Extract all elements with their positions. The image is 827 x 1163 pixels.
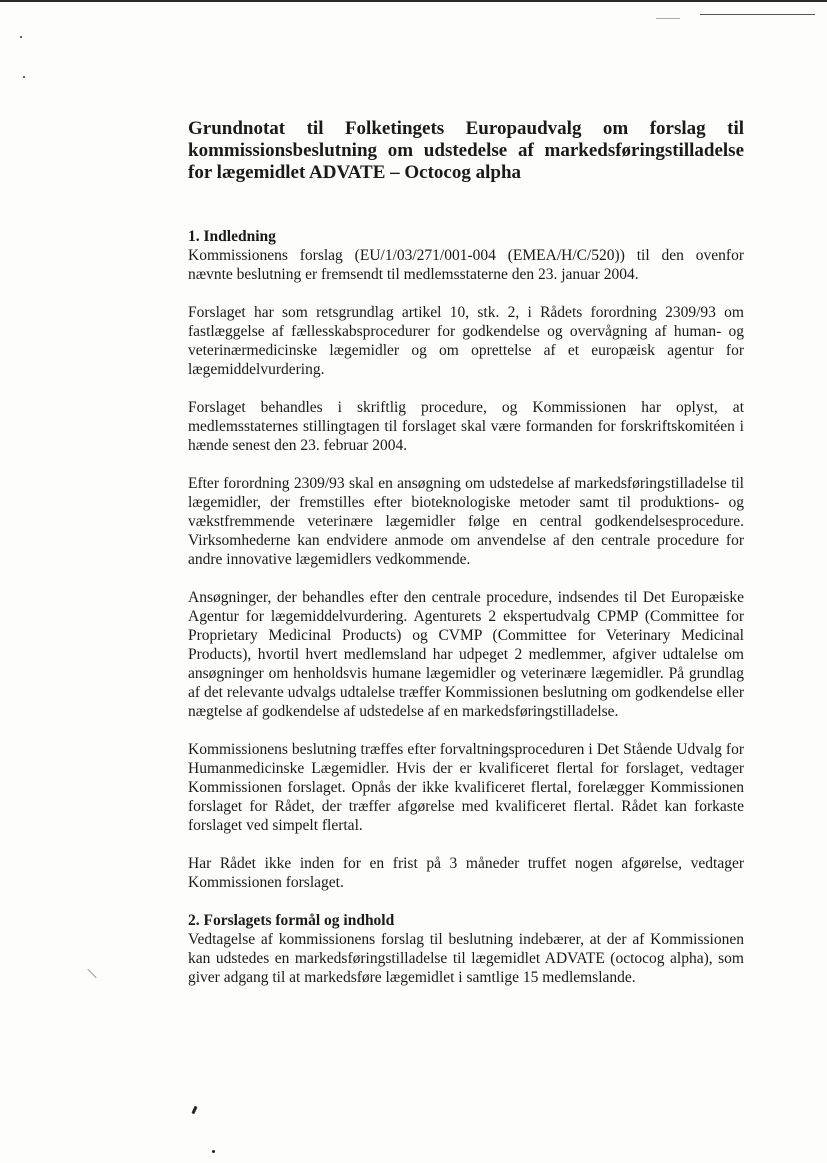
- scan-artifact-line: [700, 14, 815, 15]
- scan-artifact-mark: [87, 969, 96, 978]
- paragraph: Kommissionens forslag (EU/1/03/271/001-004 (EMEA/H/C/520)) til den ovenfor nævnte beslutning er fremsendt til medlemsstaterne den 23. januar 2004.: [188, 247, 744, 283]
- section-heading: 2. Forslagets formål og indhold: [188, 912, 395, 929]
- paragraph: Forslaget har som retsgrundlag artikel 10, stk. 2, i Rådets forordning 2309/93 om fastlæggelse af fællesskabsprocedurer for godkendelse og overvågning af human- og veterinærmedicinske lægemidler og om oprettelse af et europæisk agentur for lægemiddelvurdering.: [188, 304, 744, 378]
- scan-speck: [23, 76, 25, 78]
- paragraph: Ansøgninger, der behandles efter den centrale procedure, indsendes til Det Europæiske Agentur for lægemiddelvurdering. Agenturets 2 ekspertudvalg CPMP (Committee for Proprietary Medicinal Products) og CVMP (Committee for Veterinary Medicinal Products), hvortil hvert medlemsland har udpeget 2 medlemmer, afgiver udtalelse om ansøgninger om henholdsvis humane lægemidler og veterinære lægemidler. På grundlag af det relevante udvalgs udtalelse træffer Kommissionen beslutning om godkendelse eller nægtelse af godkendelse af udstedelse af en markedsføringstilladelse.: [188, 589, 744, 720]
- paragraph: Kommissionens beslutning træffes efter forvaltningsproceduren i Det Stående Udvalg for Humanmedicinske Lægemidler. Hvis der er kvalificeret flertal for forslaget, vedtager Kommissionen forslaget. Opnås der ikke kvalificeret flertal, forelægger Kommissionen forslaget for Rådet, der træffer afgørelse med kvalificeret flertal. Rådet kan forkaste forslaget ved simpelt flertal.: [188, 741, 744, 834]
- section-purpose-content: [188, 911, 744, 987]
- pen-dot: [212, 1150, 215, 1153]
- scan-artifact-line: [656, 18, 680, 19]
- document-body: [188, 118, 744, 1006]
- pen-mark: [191, 1106, 197, 1115]
- document-title: Grundnotat til Folketingets Europaudvalg om forslag til kommissionsbeslutning om udstedelse af markedsføringstilladelse for lægemidlet ADVATE – Octocog alpha: [188, 118, 744, 183]
- scan-speck: [20, 36, 22, 38]
- scan-border-top: [0, 0, 827, 2]
- section-heading: 1. Indledning: [188, 228, 276, 245]
- paragraph: Forslaget behandles i skriftlig procedure, og Kommissionen har oplyst, at medlemsstaternes stillingtagen til forslaget skal være formanden for forskriftskomitéen i hænde senest den 23. februar 2004.: [188, 399, 744, 454]
- paragraph: Vedtagelse af kommissionens forslag til beslutning indebærer, at der af Kommissionen kan udstedes en markedsføringstilladelse til lægemidlet ADVATE (octocog alpha), som giver adgang til at markedsføre lægemidlet i samtlige 15 medlemslande.: [188, 931, 744, 986]
- paragraph: Efter forordning 2309/93 skal en ansøgning om udstedelse af markedsføringstilladelse til lægemidler, der fremstilles efter bioteknologiske metoder samt til produktions- og vækstfremmende veterinære lægemidler følge en central godkendelsesprocedure. Virksomhederne kan endvidere anmode om anvendelse af den centrale procedure for andre innovative lægemidlers vedkommende.: [188, 475, 744, 568]
- paragraph: Har Rådet ikke inden for en frist på 3 måneder truffet nogen afgørelse, vedtager Kommissionen forslaget.: [188, 855, 744, 891]
- section-introduction: [188, 227, 744, 892]
